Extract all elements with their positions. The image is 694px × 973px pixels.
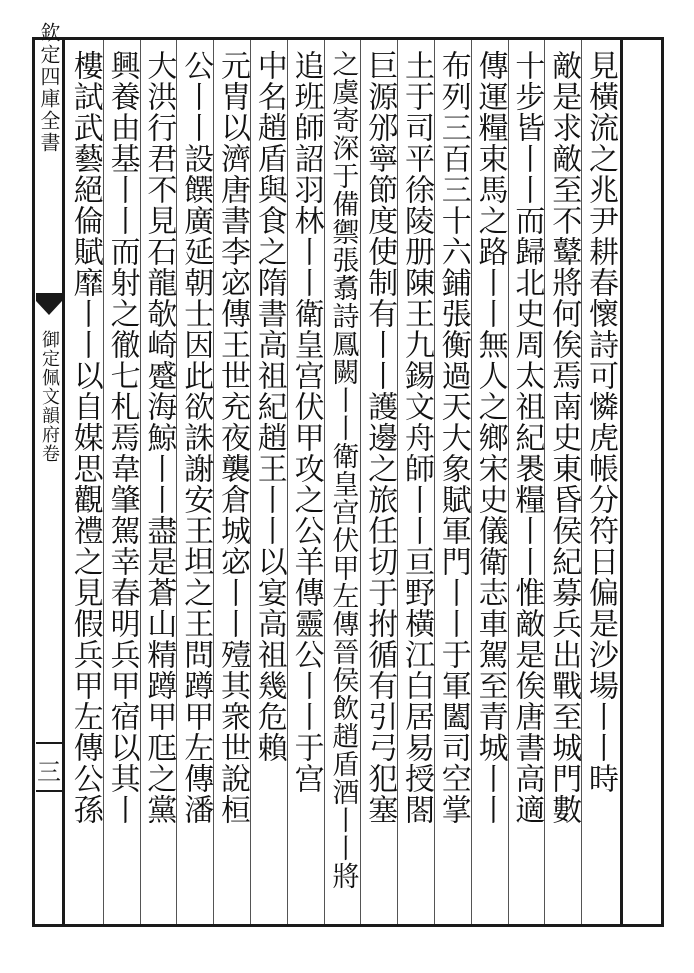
text-column: [397, 50, 434, 920]
column-text: 見橫流之兆尹耕春懷詩可憐虎帳分符日偏是沙場丨丨時: [582, 50, 618, 794]
column-divider: [434, 40, 435, 924]
text-column: [471, 50, 508, 920]
column-divider: [250, 40, 251, 924]
column-text: 十步皆丨丨而歸北史周太祖紀褁糧丨丨惟敵是俟唐書高適: [509, 50, 545, 825]
column-text: 布列三百三十六鋪張衡過天大象賦軍門丨丨于軍闔司空掌: [435, 50, 471, 825]
column-text: 傳運糧束馬之路丨丨無人之鄉宋史儀衛志車駕至青城丨丨: [472, 50, 508, 825]
column-text: 之虞寄深于備禦張翥詩鳳闕丨丨衛皇宫伏甲左傳晉侯飲趙盾酒丨丨將: [327, 50, 359, 890]
text-column: [360, 50, 397, 920]
column-text: 興養由基丨丨而射之徹七札焉韋肇駕幸春明兵甲宿以其丨: [104, 50, 140, 825]
text-column: [176, 50, 213, 920]
column-text: 敵是求敵至不鼙將何俟焉南史東昏侯紀募兵出戰至城門數: [546, 50, 582, 825]
column-divider: [176, 40, 177, 924]
column-text: 中名趙盾與食之隋書高祖紀趙王丨丨以宴高祖幾危賴: [251, 50, 287, 763]
margin-book-title: 御定佩文韻府卷: [39, 330, 60, 463]
text-column: [103, 50, 140, 920]
margin-title: 欽定四庫全書: [37, 22, 61, 154]
column-text: 大洪行君不見石龍欹崎蹙海鯨丨丨盡是蒼山精蹲甲尫之黨: [141, 50, 177, 825]
column-divider: [544, 40, 545, 924]
column-text: 追班師詔羽林丨丨衛皇宫伏甲攻之公羊傳靈公丨丨于宫: [288, 50, 324, 794]
column-text: 公丨丨設饌廣延朝士因此欲誅謝安王坦之王問蹲甲左傳潘: [178, 50, 214, 825]
column-divider: [581, 40, 582, 924]
text-column: [581, 50, 618, 920]
margin-rule-bottom: [36, 790, 62, 792]
text-column: [434, 50, 471, 920]
frame-rule-left: [62, 37, 65, 927]
column-divider: [397, 40, 398, 924]
column-text: 樓試武藝絕倫賦靡丨丨以自媒思觀禮之見假兵甲左傳公孫: [67, 50, 103, 825]
text-column: [544, 50, 581, 920]
text-column: [250, 50, 287, 920]
text-column: [508, 50, 545, 920]
text-column: [213, 50, 250, 920]
text-column: [140, 50, 177, 920]
fish-tail-ornament: [36, 293, 62, 321]
column-text: 土于司平徐陵册陳王九錫文舟師丨丨亘野橫江白居易授閤: [398, 50, 434, 825]
column-divider: [213, 40, 214, 924]
margin-rule-top: [36, 742, 62, 744]
column-divider: [360, 40, 361, 924]
page-number: 三: [37, 758, 61, 786]
frame-rule-right: [620, 37, 623, 927]
text-column: [324, 50, 361, 920]
text-column: [66, 50, 103, 920]
text-column: [287, 50, 324, 920]
column-text: 元胄以濟唐書李宓傳王世充夜襲倉城宓丨丨殪其衆世說桓: [214, 50, 250, 825]
column-text: 巨源邠寧節度使制有丨丨護邊之旅任切于拊循有引弓犯塞: [362, 50, 398, 825]
